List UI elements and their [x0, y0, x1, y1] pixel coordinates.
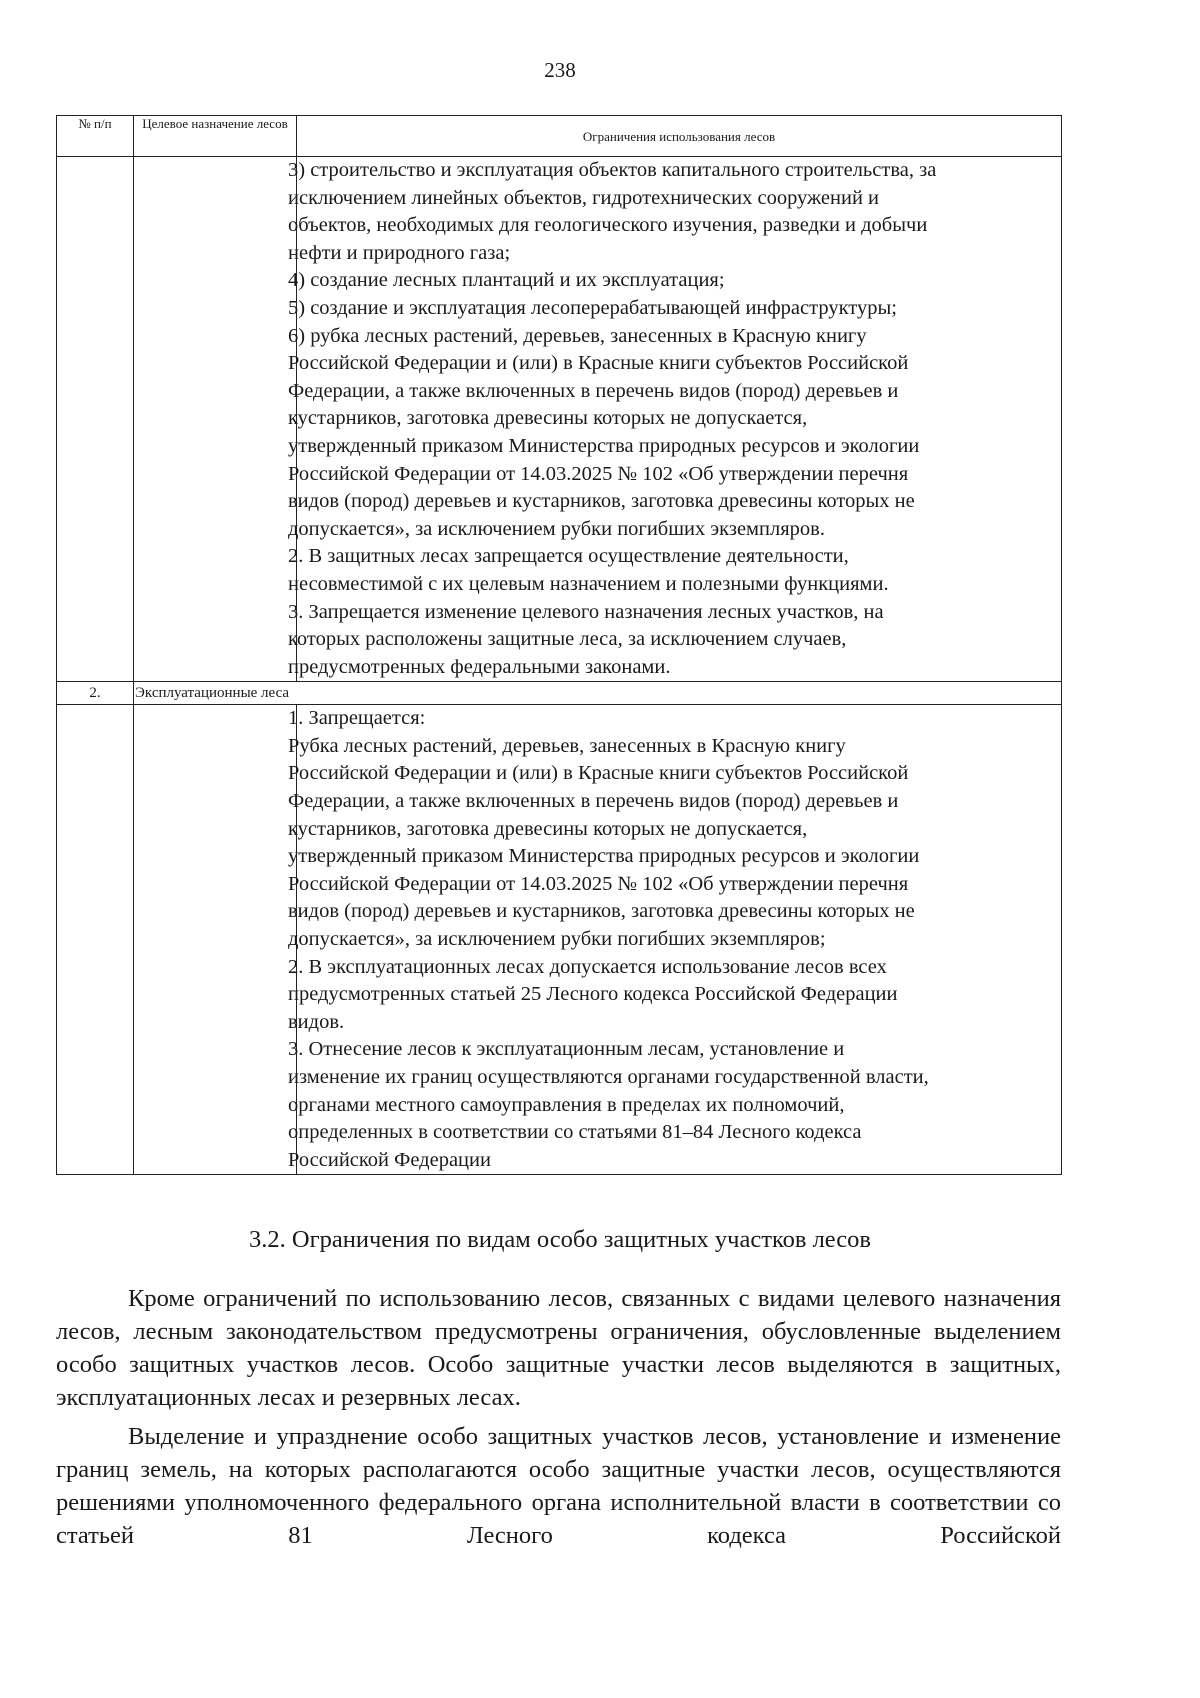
- table-cell-line: утвержденный приказом Министерства природных ресурсов и экологии: [288, 434, 920, 457]
- table-cell-line: Российской Федерации и (или) в Красные книги субъектов Российской: [288, 352, 909, 375]
- table-cell-line: видов.: [288, 1010, 345, 1033]
- table-cell-line: видов (пород) деревьев и кустарников, заготовка древесины которых не: [288, 900, 915, 923]
- paragraph: Выделение и упразднение особо защитных участков лесов, установление и изменение границ земель, на которых располагаются особо защитные участки лесов, осуществляются решениями уполномоченного федерального органа исполнительной власти в соответствии со статьей 81 Лесного кодекса Российской: [56, 1423, 1061, 1549]
- body-text: [56, 1282, 1061, 1558]
- row1-purpose-cell: [134, 157, 297, 682]
- table-cell-line: предусмотренных статьей 25 Лесного кодекса Российской Федерации: [288, 983, 898, 1006]
- table-cell-line: 2. В защитных лесах запрещается осуществление деятельности,: [288, 545, 849, 568]
- table-cell-line: допускается», за исключением рубки погибших экземпляров;: [288, 928, 826, 951]
- table-cell-line: кустарников, заготовка древесины которых не допускается,: [288, 407, 808, 430]
- table-cell-line: кустарников, заготовка древесины которых не допускается,: [288, 817, 808, 840]
- table-cell-line: Российской Федерации от 14.03.2025 № 102 «Об утверждении перечня: [288, 872, 909, 895]
- table-cell-line: исключением линейных объектов, гидротехнических сооружений и: [288, 186, 880, 209]
- restrictions-table: [56, 115, 1062, 1175]
- table-cell-line: объектов, необходимых для геологического изучения, разведки и добычи: [288, 214, 928, 237]
- table-cell-line: 2. В эксплуатационных лесах допускается использование лесов всех: [288, 955, 887, 978]
- row1-restrictions-cell: [288, 157, 1062, 682]
- row1-num-cell: [57, 157, 134, 682]
- table-cell-line: Рубка лесных растений, деревьев, занесенных в Красную книгу: [288, 734, 846, 757]
- section-heading: 3.2. Ограничения по видам особо защитных участков лесов: [249, 1226, 871, 1253]
- table-cell-line: 3. Запрещается изменение целевого назначения лесных участков, на: [288, 600, 884, 623]
- table-cell-line: Федерации, а также включенных в перечень видов (пород) деревьев и: [288, 790, 899, 813]
- table-cell-line: Федерации, а также включенных в перечень видов (пород) деревьев и: [288, 379, 899, 402]
- table-cell-line: 3) строительство и эксплуатация объектов капитального строительства, за: [288, 159, 937, 181]
- table-cell-line: несовместимой с их целевым назначением и полезными функциями.: [288, 572, 889, 595]
- table-cell-line: 5) создание и эксплуатация лесоперерабатывающей инфраструктуры;: [288, 296, 897, 319]
- table-cell-line: 6) рубка лесных растений, деревьев, занесенных в Красную книгу: [288, 324, 867, 347]
- table-cell-line: изменение их границ осуществляются органами государственной власти,: [288, 1066, 929, 1088]
- row2-restrictions-cell: [288, 705, 1062, 1175]
- table-group-row-exploitation: [57, 682, 1062, 705]
- table-cell-line: Российской Федерации: [288, 1148, 491, 1171]
- table-cell-line: Российской Федерации и (или) в Красные книги субъектов Российской: [288, 762, 909, 785]
- table-cell-line: органами местного самоуправления в пределах их полномочий,: [288, 1093, 845, 1116]
- table-cell-line: 1. Запрещается:: [288, 707, 426, 730]
- table-header-row: [57, 116, 1062, 157]
- group2-label-cell: [134, 682, 1062, 705]
- group2-num: 2.: [57, 682, 134, 705]
- table-cell-line: 3. Отнесение лесов к эксплуатационным лесам, установление и: [288, 1038, 845, 1061]
- table-cell-line: 4) создание лесных плантаций и их эксплуатация;: [288, 269, 725, 292]
- table-cell-line: допускается», за исключением рубки погибших экземпляров.: [288, 517, 825, 540]
- table-cell-line: Российской Федерации от 14.03.2025 № 102 «Об утверждении перечня: [288, 462, 909, 485]
- page-number: 238: [544, 58, 576, 82]
- table-row-protective: [57, 157, 1062, 682]
- table-cell-line: утвержденный приказом Министерства природных ресурсов и экологии: [288, 845, 920, 868]
- row2-num-cell: [57, 705, 134, 1175]
- table-cell-line: нефти и природного газа;: [288, 241, 511, 264]
- table-cell-line: видов (пород) деревьев и кустарников, заготовка древесины которых не: [288, 490, 915, 513]
- paragraph: Кроме ограничений по использованию лесов, связанных с видами целевого назначения лесов, лесным законодательством предусмотрены ограничения, обусловленные выделением особо защитных участков лесов. Особо защитные участки лесов выделяются в защитных, эксплуатационных лесах и резервных лесах.: [56, 1285, 1061, 1411]
- row2-purpose-cell: [134, 705, 297, 1175]
- header-restrictions: Ограничения использования лесов: [297, 116, 1062, 157]
- table-cell-line: предусмотренных федеральными законами.: [288, 655, 671, 678]
- header-num: № п/п: [57, 116, 134, 157]
- header-purpose: Целевое назначение лесов: [134, 116, 297, 157]
- table-row-exploitation: [57, 705, 1062, 1175]
- table-cell-line: которых расположены защитные леса, за исключением случаев,: [288, 628, 847, 651]
- group2-label: Эксплуатационные леса: [135, 685, 290, 702]
- table-cell-line: определенных в соответствии со статьями 81–84 Лесного кодекса: [288, 1121, 862, 1144]
